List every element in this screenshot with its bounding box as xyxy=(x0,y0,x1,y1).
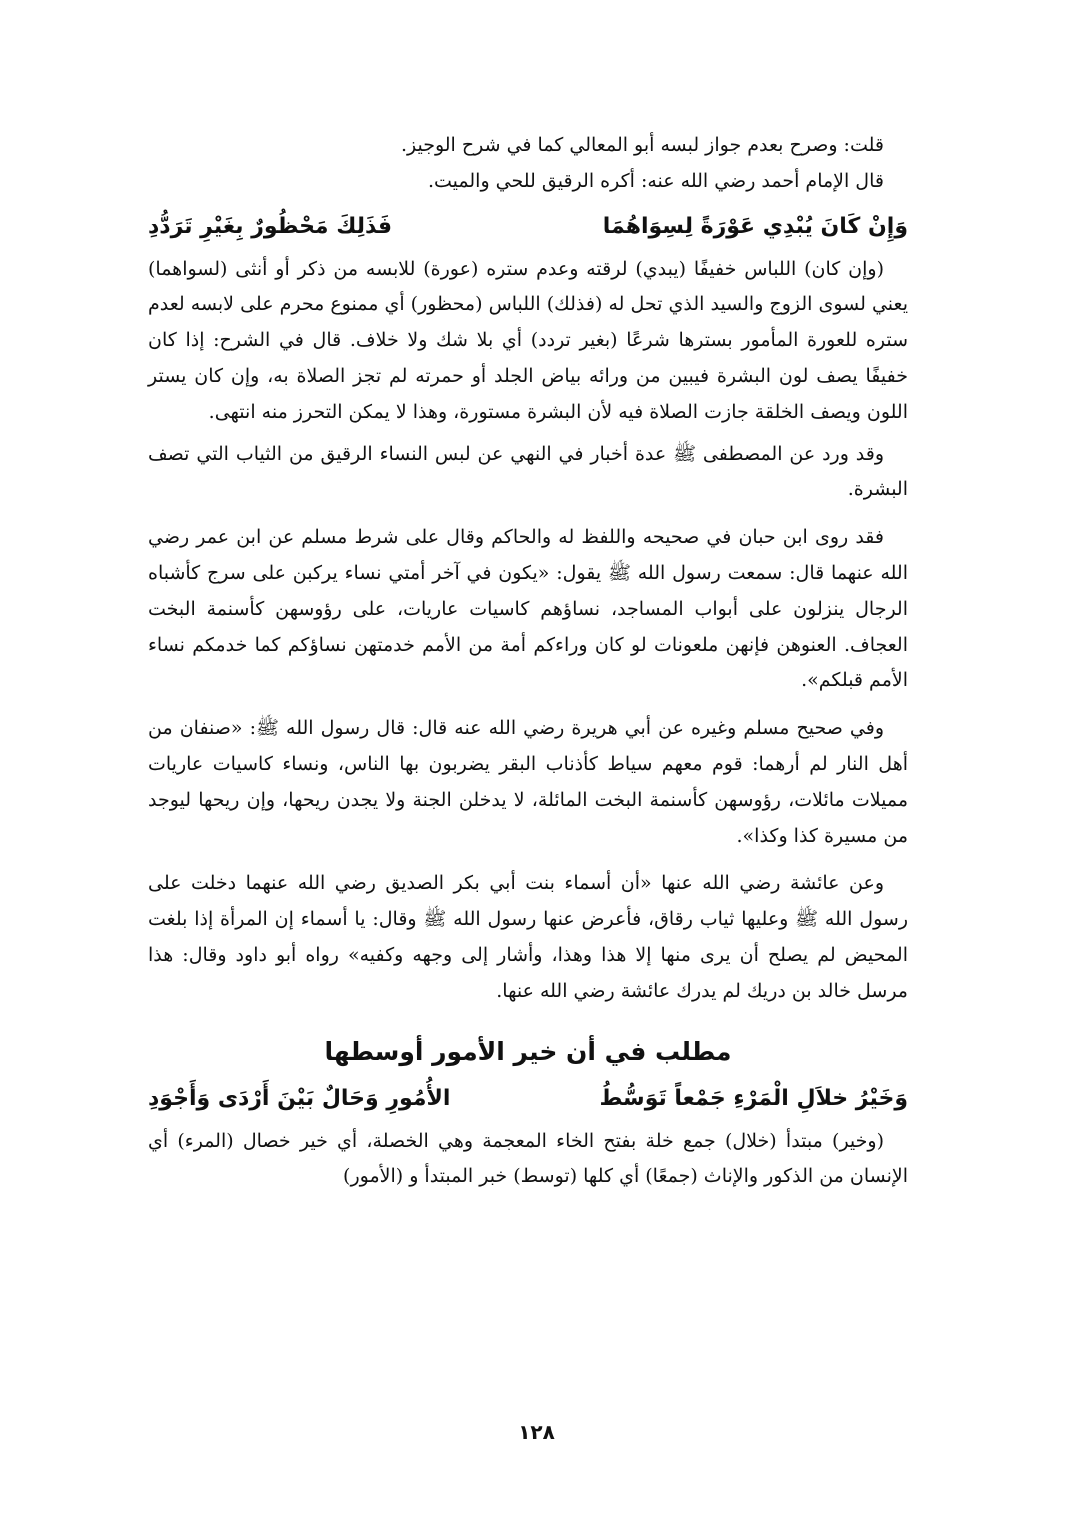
page-body xyxy=(148,128,908,1195)
verse-2-left-hemistich: الأُمُورِ وَحَالٌ بَيْنَ أَرْدَى وَأَجْوَدِ xyxy=(148,1085,451,1111)
commentary-paragraph-1: (وإن كان) اللباس خفيفًا (يبدي) لرقته وعدم ستره (عورة) للابسه من ذكر أو أنثى (لسواهما) يعني لسوى الزوج والسيد الذي تحل له (فذلك) اللباس (محظور) أي ممنوع محرم على لابسه لعدم ستره للعورة المأمور بسترها شرعًا (بغير تردد) أي بلا شك ولا خلاف. قال في الشرح: إذا كان خفيفًا يصف لون البشرة فيبين من ورائه بياض الجلد أو حمرته لم تجز الصلاة به، وإن كان يستر اللون ويصف الخلقة جازت الصلاة فيه لأن البشرة مستورة، وهذا لا يمكن التحرز منه انتهى. xyxy=(148,257,908,423)
verse-2 xyxy=(148,1080,908,1118)
verse-1-left-hemistich: فَذَلِكَ مَحْظُورٌ بِغَيْرِ تَرَدُّدِ xyxy=(148,213,393,239)
text-line-1: قلت: وصرح بعدم جواز لبسه أبو المعالي كما في شرح الوجيز. xyxy=(400,134,884,156)
hadith-paragraph-aisha: وعن عائشة رضي الله عنها «أن أسماء بنت أبي بكر الصديق رضي الله عنهما دخلت على رسول الله ﷺ وعليها ثياب رقاق، فأعرض عنها رسول الله ﷺ وقال: يا أسماء إن المرأة إذا بلغت المحيض لم يصلح أن يرى منها إلا هذا وهذا، وأشار إلى وجهه وكفيه» رواه أبو داود وقال: هذا مرسل خالد بن دريك لم يدرك عائشة رضي الله عنها. xyxy=(148,872,908,1002)
verse-2-right-hemistich: وَخَيْرُ خلاَلِ الْمَرْءِ جَمْعاً تَوَسُّطُ xyxy=(599,1085,908,1111)
hadith-paragraph-muslim: وفي صحيح مسلم وغيره عن أبي هريرة رضي الله عنه قال: قال رسول الله ﷺ: «صنفان من أهل النار لم أرهما: قوم معهم سياط كأذناب البقر يضربون بها الناس، ونساء كاسيات عاريات مميلات مائلات، رؤوسهن كأسنمة البخت المائلة، لا يدخلن الجنة ولا يجدن ريحها، وإن ريحها ليوجد من مسيرة كذا وكذا». xyxy=(148,717,908,847)
paragraph-2: وقد ورد عن المصطفى ﷺ عدة أخبار في النهي عن لبس النساء الرقيق من الثياب التي تصف البشرة. xyxy=(148,442,908,501)
text-line-2: قال الإمام أحمد رضي الله عنه: أكره الرقيق للحي والميت. xyxy=(427,169,884,192)
commentary-paragraph-2: (وخير) مبتدأ (خلال) جمع خلة بفتح الخاء المعجمة وهي الخصلة، أي خير خصال (المرء) أي الإنسان من الذكور والإناث (جمعًا) أي كلها (توسط) خبر المبتدأ و (الأمور) xyxy=(148,1129,908,1188)
section-heading: مطلب في أن خير الأمور أوسطها xyxy=(324,1036,732,1066)
page-number: ١٢٨ xyxy=(518,1420,555,1444)
verse-1 xyxy=(148,208,908,246)
verse-1-right-hemistich: وَإِنْ كَانَ يُبْدِي عَوْرَةً لِسِوَاهُمَا xyxy=(602,213,908,239)
hadith-paragraph-ibn-hibban: فقد روى ابن حبان في صحيحه واللفظ له والحاكم وقال على شرط مسلم عن ابن عمر رضي الله عنهما قال: سمعت رسول الله ﷺ يقول: «يكون في آخر أمتي نساء يركبن على سرج كأشباه الرجال ينزلون على أبواب المساجد، نساؤهم كاسيات عاريات، على رؤوسهن كأسنمة البخت العجاف. العنوهن فإنهن ملعونات لو كان وراءكم أمة من الأمم خدمتهن نساؤكم كما خدمكم نساء الأمم قبلكم». xyxy=(148,526,908,692)
